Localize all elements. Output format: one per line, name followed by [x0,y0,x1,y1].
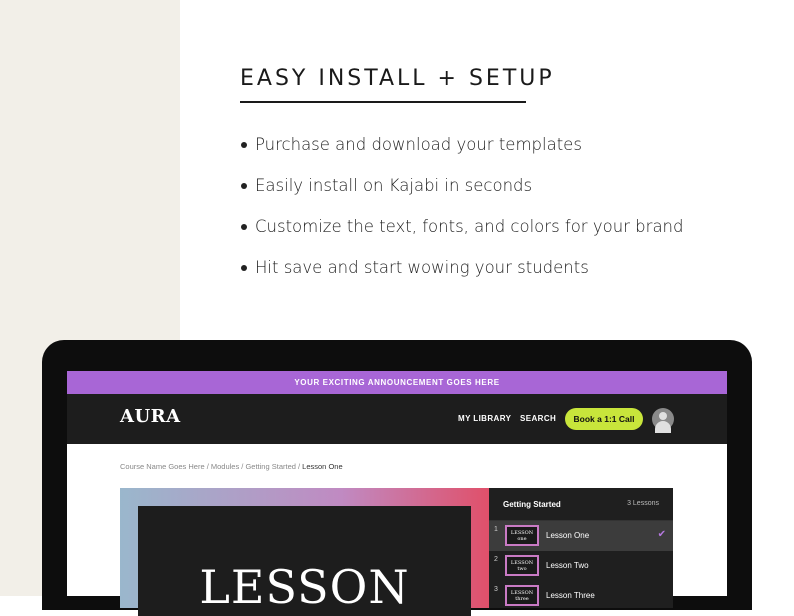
lesson-count: 3 Lessons [627,500,659,507]
feature-text: Easily install on Kajabi in seconds [255,176,533,195]
lesson-title: Lesson One [546,531,590,540]
lesson-video-banner[interactable] [120,488,489,614]
thumb-subtext: three [515,596,529,602]
lesson-banner-title: LESSON [199,560,410,614]
lesson-panel-header [489,488,673,521]
avatar-head [659,412,667,420]
feature-item [240,175,683,216]
thumb-subtext: one [517,536,527,542]
user-avatar-icon[interactable] [652,408,674,430]
lesson-thumbnail [505,555,539,576]
nav-my-library[interactable]: MY LIBRARY [458,414,512,423]
lesson-thumbnail [505,585,539,606]
lesson-number: 2 [494,556,498,563]
site-logo[interactable]: AURA [120,406,181,427]
lesson-banner-inner [138,506,471,616]
page-heading: EASY INSTALL + SETUP [240,66,555,91]
bullet-dot [241,142,247,148]
feature-list [240,134,683,298]
thumb-text: LESSON [510,560,534,566]
lesson-number: 3 [494,586,498,593]
bullet-dot [241,183,247,189]
bullet-dot [241,224,247,230]
avatar-shoulders [655,421,671,433]
breadcrumb-path[interactable]: Course Name Goes Here / Modules / Getting Started / [120,462,303,471]
feature-item [240,134,683,175]
check-icon: ✔ [657,529,666,540]
thumb-subtext: two [517,566,527,572]
lesson-number: 1 [494,526,498,533]
laptop-screen [67,371,727,614]
feature-item [240,257,683,298]
thumb-text: LESSON [510,590,534,596]
lesson-title: Lesson Three [546,591,595,600]
book-call-button[interactable]: Book a 1:1 Call [565,408,643,430]
lesson-item[interactable] [489,521,673,551]
lesson-item[interactable] [489,581,673,611]
bullet-dot [241,265,247,271]
module-title: Getting Started [503,500,561,509]
lesson-list-panel [489,488,673,608]
feature-text: Purchase and download your templates [255,135,582,154]
feature-item [240,216,683,257]
lesson-thumbnail [505,525,539,546]
breadcrumb [120,462,343,471]
heading-underline [240,101,526,103]
nav-search[interactable]: SEARCH [520,414,557,423]
lesson-title: Lesson Two [546,561,589,570]
feature-text: Customize the text, fonts, and colors for your brand [255,217,684,236]
thumb-text: LESSON [510,530,534,536]
feature-text: Hit save and start wowing your students [255,258,589,277]
lesson-item[interactable] [489,551,673,581]
breadcrumb-current: Lesson One [302,462,343,471]
site-header [67,394,727,444]
announcement-bar[interactable]: YOUR EXCITING ANNOUNCEMENT GOES HERE [67,371,727,394]
